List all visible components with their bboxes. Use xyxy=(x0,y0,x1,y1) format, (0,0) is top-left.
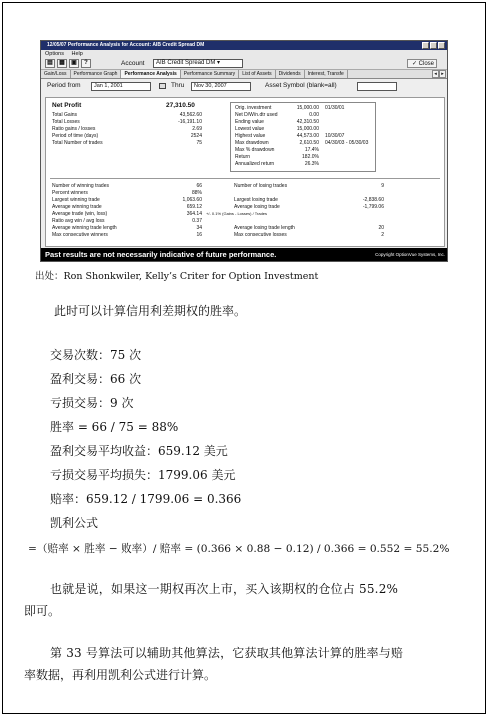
thru-input[interactable]: Nov 30, 2007 xyxy=(191,82,251,91)
winning-trades-line: 盈利交易：66 次 xyxy=(50,372,142,386)
asset-symbol-label: Asset Symbol (blank=all) xyxy=(265,82,337,89)
stat-row: Number of winning trades 66 xyxy=(52,183,202,189)
stat-row: Period of time (days) 2524 xyxy=(52,133,202,139)
summary-row: Annualized return 26.3% xyxy=(235,161,319,167)
losing-trades-line: 亏损交易：9 次 xyxy=(50,396,134,410)
stat-row: Percent winners 88% xyxy=(52,190,202,196)
minimize-button[interactable] xyxy=(422,42,429,49)
summary-date: 10/30/07 xyxy=(325,133,345,139)
stat-row: Total Number of trades 75 xyxy=(52,140,202,146)
investment-summary-box xyxy=(230,102,376,172)
tab-dividends[interactable]: Dividends xyxy=(276,70,305,78)
disclaimer-text: Past results are not necessarily indicative of future performance. xyxy=(45,250,277,259)
conclusion-line-2: 即可。 xyxy=(24,604,61,618)
summary-row: Highest value 44,573.00 xyxy=(235,133,319,139)
chart-icon[interactable]: ▦ xyxy=(57,59,67,68)
chevron-right-icon[interactable]: ▸ xyxy=(439,70,446,78)
summary-row: Max drawdown 2,610.50 xyxy=(235,140,319,146)
stat-row: Average trade (win, loss) 364.14 xyxy=(52,211,202,217)
stat-row: Average winning trade length 34 xyxy=(52,225,202,231)
tab-gain-loss[interactable]: Gain/Loss xyxy=(41,70,71,78)
tab-bar xyxy=(41,70,447,79)
win-rate-line: 胜率 = 66 / 75 = 88% xyxy=(50,420,179,434)
stat-row: Ratio avg win / avg loss 0.37 xyxy=(52,218,202,224)
period-from-input[interactable]: Jan 1, 2001 xyxy=(91,82,151,91)
menu-options[interactable]: Options xyxy=(45,51,64,57)
toolbar xyxy=(41,58,447,70)
kelly-title: 凯利公式 xyxy=(50,516,99,530)
stat-row: Average winning trade 659.12 xyxy=(52,204,202,210)
statistics-panel xyxy=(45,97,445,247)
net-profit-value: 27,310.50 xyxy=(166,102,195,109)
print-icon[interactable]: ▤ xyxy=(45,59,55,68)
disclaimer-bar xyxy=(41,248,448,262)
stat-row: Number of losing trades 9 xyxy=(234,183,384,189)
average-loss-line: 亏损交易平均损失：1799.06 美元 xyxy=(50,468,236,482)
stat-row: Total Losses -16,191.10 xyxy=(52,119,202,125)
check-icon: ✓ xyxy=(411,61,417,67)
menu-help[interactable]: Help xyxy=(71,51,83,57)
algorithm-line-1: 第 33 号算法可以辅助其他算法，它获取其他算法计算的胜率与赔 xyxy=(50,646,404,660)
maximize-button[interactable] xyxy=(430,42,437,49)
summary-row: Ending value 42,310.50 xyxy=(235,119,319,125)
summary-row: Lowest value 15,000.00 xyxy=(235,126,319,132)
summary-row: Max % drawdown 17.4% xyxy=(235,147,319,153)
asset-symbol-input[interactable] xyxy=(357,82,397,91)
summary-row: Orig. investment 15,000.00 xyxy=(235,105,319,111)
export-icon[interactable]: ▣ xyxy=(69,59,79,68)
odds-line: 赔率：659.12 / 1799.06 = 0.366 xyxy=(50,492,242,506)
summary-date: 01/30/01 xyxy=(325,105,345,111)
tab-list-of-assets[interactable]: List of Assets xyxy=(239,70,275,78)
stat-row: Ratio gains / losses 2.69 xyxy=(52,126,202,132)
net-profit-label: Net Profit xyxy=(52,102,82,109)
average-trade-note: +/- 0.1% (Gains - Losses) / Trades xyxy=(206,211,268,216)
period-row xyxy=(41,79,447,93)
performance-analysis-screenshot xyxy=(40,40,448,262)
section-divider xyxy=(50,178,440,179)
stat-row: Total Gains 43,562.60 xyxy=(52,112,202,118)
trade-count-line: 交易次数：75 次 xyxy=(50,348,142,362)
summary-date: 04/30/03 - 05/30/03 xyxy=(325,140,369,146)
stat-row: Max consecutive winners 16 xyxy=(52,232,202,238)
stat-row: Max consecutive losses 2 xyxy=(234,232,384,238)
close-button[interactable]: ✓ Close xyxy=(407,59,437,68)
stat-row: Average losing trade -1,799.06 xyxy=(234,204,384,210)
stat-row: Average losing trade length 20 xyxy=(234,225,384,231)
stat-row: Largest winning trade 1,063.60 xyxy=(52,197,202,203)
summary-row: Net D/W/n.dtr used 0.00 xyxy=(235,112,319,118)
average-gain-line: 盈利交易平均收益：659.12 美元 xyxy=(50,444,228,458)
window-title: 12/05/07 Performance Analysis for Account: AIB Credit Spread DM xyxy=(47,42,205,48)
tab-performance-summary[interactable]: Performance Summary xyxy=(181,70,239,78)
window-titlebar xyxy=(41,41,447,50)
stat-row: Largest losing trade -2,838.60 xyxy=(234,197,384,203)
period-from-label: Period from xyxy=(47,82,81,89)
tab-interest-transfers[interactable]: Interest, Transfe xyxy=(305,70,348,78)
tab-performance-analysis[interactable]: Performance Analysis xyxy=(121,70,180,78)
intro-paragraph: 此时可以计算信用利差期权的胜率。 xyxy=(54,304,247,318)
tab-performance-graph[interactable]: Performance Graph xyxy=(71,70,122,78)
menubar xyxy=(41,50,447,58)
account-label: Account xyxy=(121,60,145,67)
summary-row: Return 182.0% xyxy=(235,154,319,160)
thru-label: Thru xyxy=(171,82,185,89)
conclusion-line-1: 也就是说，如果这一期权再次上市，买入该期权的仓位占 55.2% xyxy=(50,582,399,596)
algorithm-line-2: 率数据，再利用凯利公式进行计算。 xyxy=(24,668,217,682)
chevron-left-icon[interactable]: ◂ xyxy=(432,70,439,78)
calendar-icon[interactable] xyxy=(159,83,166,89)
copyright-text: Copyright OptionVue Systems, Inc. xyxy=(375,252,445,257)
close-window-button[interactable] xyxy=(438,42,445,49)
figure-source-caption: 出处：Ron Shonkwiler, Kelly’s Criter for Option Investment xyxy=(35,271,319,282)
kelly-formula: =（赔率 × 胜率 − 败率）/ 赔率 = (0.366 × 0.88 − 0.12) / 0.366 = 0.552 = 55.2% xyxy=(28,543,450,555)
account-select[interactable]: AIB Credit Spread DM ▾ xyxy=(153,59,243,68)
help-icon[interactable]: ? xyxy=(81,59,91,68)
